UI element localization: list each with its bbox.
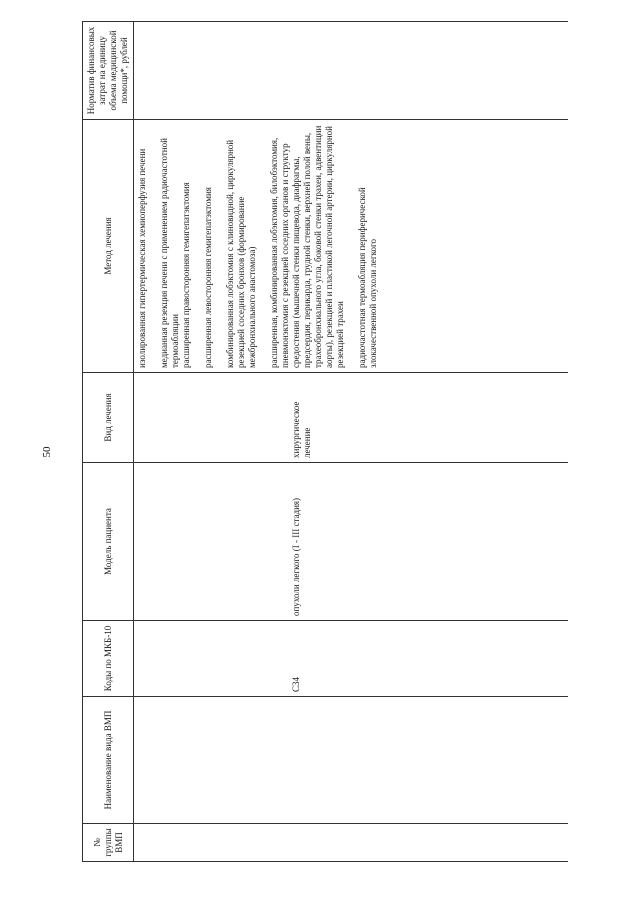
- treatment-type-text: хирургическое лечение: [291, 401, 312, 458]
- method-item: расширенная, комбинированная лобэктомия, билобэктомия, пневмонэктомия с резекцией соседних органов и структур средостения (мышечной стенки пищевода, диафрагмы, предсердия, перикарда, грудной стенки, верхней полой вены, трахеобронхиального угла, боковой стенки трахеи, адвентиции аорты), резекцией и пластикой легочной артерии, циркулярной резекцией трахеи: [269, 125, 345, 368]
- header-treatment-method: Метод лечения: [83, 120, 134, 373]
- cell-treatment-type: [134, 373, 569, 463]
- header-group-number: № группы ВМП: [83, 824, 134, 862]
- patient-model-text: опухоли легкого (I - III стадия): [291, 497, 301, 616]
- header-icd-codes: Коды по МКБ-10: [83, 621, 134, 697]
- header-cost-standard: Норматив финансовых затрат на единицу объема медицинской помощи*, рублей: [83, 22, 134, 120]
- cell-cost: [134, 22, 569, 120]
- cell-group: [134, 824, 569, 862]
- cell-patient-model: [134, 463, 569, 621]
- rotated-table-container: [82, 22, 562, 862]
- icd-code-c34: C34: [291, 676, 301, 692]
- header-vmp-name: Наименование вида ВМП: [83, 697, 134, 824]
- method-item: расширенная левосторонняя гемигепатэктомия: [203, 187, 213, 368]
- header-patient-model: Модель пациента: [83, 463, 134, 621]
- vmp-table: [82, 21, 568, 862]
- table-header-row: [83, 22, 134, 862]
- method-item: комбинированная лобэктомия с клиновидной, циркулярной резекцией соседних бронхов (формирование межбронхиального анастомоза): [225, 139, 257, 368]
- table-row: [134, 22, 569, 862]
- header-treatment-type: Вид лечения: [83, 373, 134, 463]
- cell-icd-code: [134, 621, 569, 697]
- method-item: изолированная гипертермическая хемиоперфузия печени: [137, 148, 147, 368]
- page-number: 50: [41, 446, 53, 458]
- cell-treatment-methods: [134, 120, 569, 373]
- method-item: радиочастотная термоабляция периферической злокачественной опухоли легкого: [357, 187, 378, 368]
- cell-vmp-name: [134, 697, 569, 824]
- method-item: медианная резекция печени с применением радиочастотной термоабляции расширенная правосторонняя гемигепатэктомия: [159, 138, 191, 368]
